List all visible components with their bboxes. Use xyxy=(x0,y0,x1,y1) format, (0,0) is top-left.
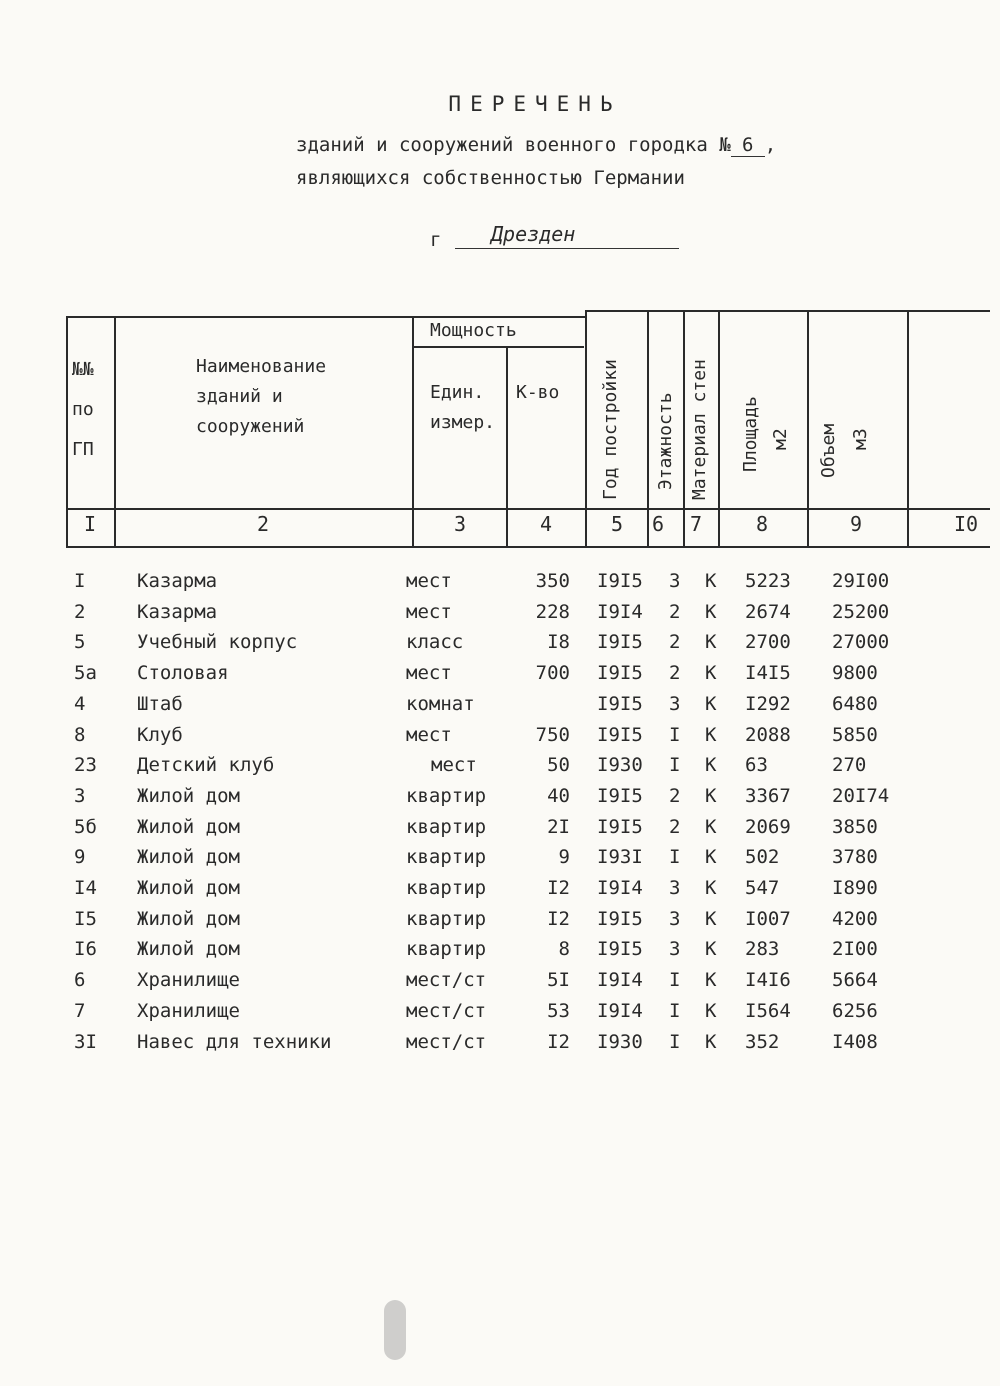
table-row xyxy=(0,662,1000,692)
cell-name: Жилой дом xyxy=(137,815,240,838)
cell-year: I9I5 xyxy=(597,907,643,930)
cell-name: Детский клуб xyxy=(137,754,275,777)
cell-floors: 2 xyxy=(669,784,681,807)
cell-volume: 6256 xyxy=(832,999,878,1022)
cell-unit: квартир xyxy=(406,784,487,807)
cell-qty: I8 xyxy=(547,631,570,654)
cell-unit: мест xyxy=(406,662,452,685)
col-unit-line1: Един. xyxy=(430,382,485,403)
cell-volume: 4200 xyxy=(832,907,878,930)
subtitle-line-1 xyxy=(296,134,776,157)
cell-volume: 25200 xyxy=(832,600,890,623)
col-number-9: 9 xyxy=(850,512,863,536)
cell-unit: мест xyxy=(406,723,452,746)
cell-floors: 3 xyxy=(669,692,681,715)
cell-year: I9I4 xyxy=(597,999,643,1022)
cell-unit: мест xyxy=(431,754,477,777)
cell-material: К xyxy=(705,1030,717,1053)
cell-floors: I xyxy=(669,969,681,992)
col-number-6: 6 xyxy=(652,512,665,536)
cell-year: I9I5 xyxy=(597,815,643,838)
cell-name: Жилой дом xyxy=(137,877,240,899)
cell-unit: квартир xyxy=(406,877,487,899)
col-number-7: 7 xyxy=(690,512,703,536)
cell-no: 6 xyxy=(74,969,86,992)
cell-area: I4I5 xyxy=(745,662,791,685)
cell-year: I9I5 xyxy=(597,938,643,961)
cell-no: 3 xyxy=(74,784,86,807)
col-no-line3: ГП xyxy=(72,439,94,460)
cell-material: К xyxy=(705,815,717,838)
table-row xyxy=(0,570,1000,600)
cell-material: К xyxy=(705,846,717,869)
cell-qty: 350 xyxy=(535,570,570,592)
cell-no: 9 xyxy=(74,846,86,869)
cell-qty: I2 xyxy=(547,877,570,899)
cell-floors: 3 xyxy=(669,938,681,961)
cell-no: 7 xyxy=(74,999,86,1022)
col-no-line2: по xyxy=(72,399,94,420)
cell-qty: I2 xyxy=(547,1030,570,1053)
cell-material: К xyxy=(705,969,717,992)
table-row xyxy=(0,601,1000,631)
cell-floors: I xyxy=(669,723,681,746)
cell-qty: 40 xyxy=(547,784,570,807)
cell-name: Хранилище xyxy=(137,969,240,992)
col-number-4: 4 xyxy=(540,512,553,536)
cell-area: 283 xyxy=(745,938,780,961)
cell-name: Хранилище xyxy=(137,999,240,1022)
col-unit-header xyxy=(430,378,495,438)
cell-area: 352 xyxy=(745,1030,780,1053)
cell-area: 502 xyxy=(745,846,780,869)
cell-name: Учебный корпус xyxy=(137,631,298,654)
cell-floors: 2 xyxy=(669,600,681,623)
cell-qty: 5I xyxy=(547,969,570,992)
cell-floors: 3 xyxy=(669,570,681,592)
cell-name: Штаб xyxy=(137,692,183,715)
col-floors-header: Этажность xyxy=(655,392,676,490)
cell-qty: 700 xyxy=(535,662,570,685)
cell-qty: 228 xyxy=(535,600,570,623)
cell-qty: 8 xyxy=(558,938,570,961)
cell-no: 8 xyxy=(74,723,86,746)
cell-no: 23 xyxy=(74,754,97,777)
cell-unit: мест/ст xyxy=(406,1030,487,1053)
col-name-line1: Наименование xyxy=(196,356,327,377)
table-row xyxy=(0,1000,1000,1030)
cell-unit: мест/ст xyxy=(406,969,487,992)
cell-name: Клуб xyxy=(137,723,183,746)
cell-year: I9I4 xyxy=(597,877,643,899)
document-title: ПЕРЕЧЕНЬ xyxy=(448,92,622,116)
col-number-10: I0 xyxy=(954,512,979,536)
cell-volume: 3850 xyxy=(832,815,878,838)
cell-year: I930 xyxy=(597,1030,643,1053)
table-row xyxy=(0,816,1000,846)
cell-name: Столовая xyxy=(137,662,229,685)
city-prefix: г xyxy=(430,229,442,251)
cell-material: К xyxy=(705,723,717,746)
cell-area: 547 xyxy=(745,877,780,899)
col-number-1: I xyxy=(84,512,97,536)
cell-volume: 2I00 xyxy=(832,938,878,961)
cell-area: 3367 xyxy=(745,784,791,807)
col-no-line1: №№ xyxy=(72,359,94,380)
col-capacity-header: Мощность xyxy=(430,320,517,341)
cell-floors: 3 xyxy=(669,877,681,899)
cell-floors: I xyxy=(669,1030,681,1053)
cell-qty: 53 xyxy=(547,999,570,1022)
cell-unit: квартир xyxy=(406,907,487,930)
cell-volume: 5850 xyxy=(832,723,878,746)
cell-qty: 9 xyxy=(558,846,570,869)
cell-area: 2674 xyxy=(745,600,791,623)
cell-floors: 2 xyxy=(669,631,681,654)
cell-volume: 6480 xyxy=(832,692,878,715)
cell-no: 5а xyxy=(74,662,97,685)
city-name: Дрезден xyxy=(455,222,679,249)
table-row xyxy=(0,785,1000,815)
table-row xyxy=(0,754,1000,784)
table-row xyxy=(0,877,1000,907)
cell-material: К xyxy=(705,692,717,715)
cell-volume: I890 xyxy=(832,877,878,899)
cell-no: 3I xyxy=(74,1030,97,1053)
col-area-header-line2: м2 xyxy=(770,428,791,450)
cell-unit: квартир xyxy=(406,938,487,961)
subtitle-suffix: , xyxy=(764,134,777,156)
cell-volume: 29I00 xyxy=(832,570,890,592)
cell-name: Жилой дом xyxy=(137,784,240,807)
table-row xyxy=(0,724,1000,754)
cell-material: К xyxy=(705,938,717,961)
table-row xyxy=(0,1031,1000,1061)
cell-name: Казарма xyxy=(137,600,218,623)
col-area-header-line1: Площадь xyxy=(740,396,761,472)
cell-unit: мест xyxy=(406,570,452,592)
cell-no: 5б xyxy=(74,815,97,838)
cell-name: Жилой дом xyxy=(137,846,240,869)
cell-year: I930 xyxy=(597,754,643,777)
table-row xyxy=(0,938,1000,968)
cell-area: I564 xyxy=(745,999,791,1022)
cell-unit: квартир xyxy=(406,815,487,838)
cell-area: I4I6 xyxy=(745,969,791,992)
cell-material: К xyxy=(705,877,717,899)
cell-area: 2088 xyxy=(745,723,791,746)
cell-name: Жилой дом xyxy=(137,907,240,930)
cell-volume: 3780 xyxy=(832,846,878,869)
cell-name: Казарма xyxy=(137,570,218,592)
cell-volume: 9800 xyxy=(832,662,878,685)
cell-area: 2700 xyxy=(745,631,791,654)
cell-floors: 2 xyxy=(669,662,681,685)
cell-floors: I xyxy=(669,846,681,869)
table-row xyxy=(0,631,1000,661)
cell-floors: I xyxy=(669,754,681,777)
cell-material: К xyxy=(705,754,717,777)
cell-qty: 2I xyxy=(547,815,570,838)
cell-volume: 27000 xyxy=(832,631,890,654)
cell-volume: I408 xyxy=(832,1030,878,1053)
subtitle-prefix: зданий и сооружений военного городка № xyxy=(296,134,731,156)
cell-area: I007 xyxy=(745,907,791,930)
cell-year: I9I5 xyxy=(597,570,643,592)
col-number-2: 2 xyxy=(257,512,270,536)
cell-no: 2 xyxy=(74,600,86,623)
col-material-header: Материал стен xyxy=(689,359,710,500)
table-row xyxy=(0,969,1000,999)
town-number: 6 xyxy=(731,134,765,157)
cell-no: I4 xyxy=(74,877,97,899)
cell-area: 2069 xyxy=(745,815,791,838)
cell-qty: I2 xyxy=(547,907,570,930)
table-row xyxy=(0,846,1000,876)
col-qty-header: К-во xyxy=(516,382,560,403)
cell-year: I9I4 xyxy=(597,600,643,623)
cell-material: К xyxy=(705,784,717,807)
col-number-8: 8 xyxy=(756,512,769,536)
cell-material: К xyxy=(705,631,717,654)
cell-material: К xyxy=(705,662,717,685)
col-no-header xyxy=(72,355,94,465)
cell-floors: 2 xyxy=(669,815,681,838)
col-name-header xyxy=(196,352,326,442)
cell-name: Жилой дом xyxy=(137,938,240,961)
table-row xyxy=(0,908,1000,938)
col-volume-header-line1: Объем xyxy=(818,423,839,478)
cell-year: I93I xyxy=(597,846,643,869)
cell-unit: комнат xyxy=(406,692,475,715)
col-name-line2: зданий и xyxy=(196,386,283,407)
col-number-5: 5 xyxy=(611,512,624,536)
col-unit-line2: измер. xyxy=(430,412,496,433)
cell-area: 63 xyxy=(745,754,768,777)
cell-no: 4 xyxy=(74,692,86,715)
cell-volume: 5664 xyxy=(832,969,878,992)
cell-no: I xyxy=(74,570,86,592)
cell-floors: 3 xyxy=(669,907,681,930)
col-number-3: 3 xyxy=(454,512,467,536)
col-volume-header-line2: м3 xyxy=(850,428,871,450)
cell-no: I5 xyxy=(74,907,97,930)
subtitle-line-2: являющихся собственностью Германии xyxy=(296,167,685,189)
cell-unit: класс xyxy=(406,631,464,654)
cell-year: I9I5 xyxy=(597,784,643,807)
cell-name: Навес для техники xyxy=(137,1030,332,1053)
cell-qty: 50 xyxy=(547,754,570,777)
table-row xyxy=(0,693,1000,723)
cell-no: I6 xyxy=(74,938,97,961)
cell-material: К xyxy=(705,570,717,592)
cell-floors: I xyxy=(669,999,681,1022)
cell-area: 5223 xyxy=(745,570,791,592)
cell-material: К xyxy=(705,907,717,930)
cell-unit: мест/ст xyxy=(406,999,487,1022)
cell-material: К xyxy=(705,600,717,623)
col-year-header: Год постройки xyxy=(600,359,621,500)
cell-area: I292 xyxy=(745,692,791,715)
cell-material: К xyxy=(705,999,717,1022)
cell-volume: 20I74 xyxy=(832,784,890,807)
cell-no: 5 xyxy=(74,631,86,654)
cell-qty: 750 xyxy=(535,723,570,746)
cell-year: I9I4 xyxy=(597,969,643,992)
cell-year: I9I5 xyxy=(597,692,643,715)
cell-unit: мест xyxy=(406,600,452,623)
cell-year: I9I5 xyxy=(597,631,643,654)
cell-year: I9I5 xyxy=(597,662,643,685)
cell-volume: 270 xyxy=(832,754,867,777)
paper-smudge xyxy=(384,1300,406,1360)
cell-unit: квартир xyxy=(406,846,487,869)
cell-year: I9I5 xyxy=(597,723,643,746)
col-name-line3: сооружений xyxy=(196,416,305,437)
